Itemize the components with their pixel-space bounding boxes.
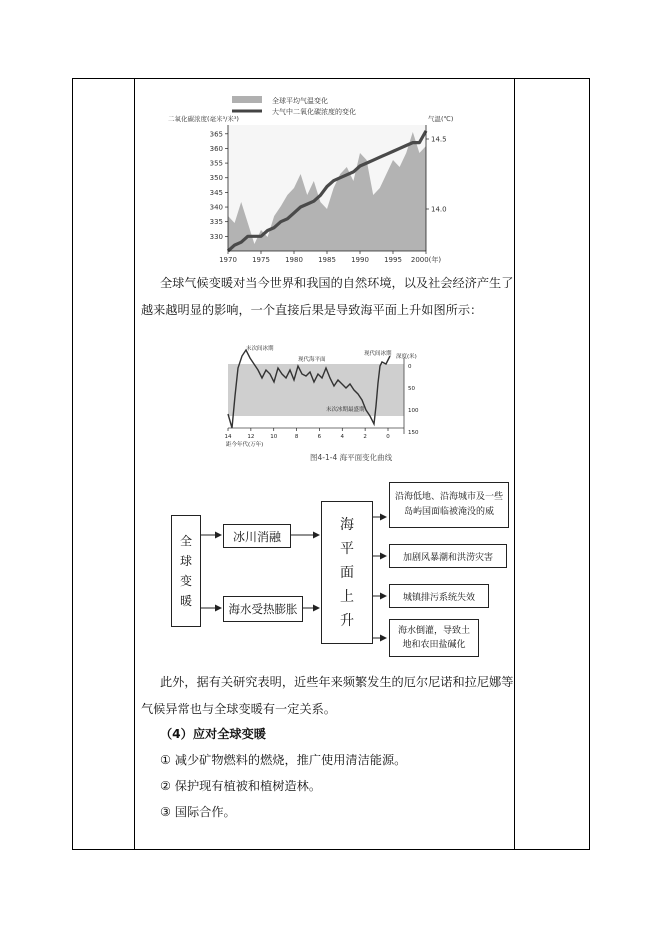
sea-level-rise-char: 海 [340, 516, 354, 533]
sea-x-tick-label: 14 [224, 434, 232, 440]
y-tick-label-left: 340 [209, 203, 223, 212]
paragraph-2-line-2: 气候异常也与全球变暖有一定关系。 [141, 702, 336, 716]
sea-level-rise-char: 上 [340, 588, 354, 605]
measure-item-1: ① 减少矿物燃料的燃烧，推广使用清洁能源。 [160, 753, 407, 767]
label-glacial-maximum: 末次冰期最盛期 [326, 407, 365, 413]
x-tick-label: 1995 [384, 256, 402, 264]
sea-level-rise-box [321, 501, 373, 644]
sea-y-tick-label: 100 [408, 408, 419, 414]
sea-level-rise-char: 升 [340, 612, 354, 629]
y-tick-label-left: 350 [209, 174, 223, 183]
effect-storm-surge: 加剧风暴潮和洪涝灾害 [389, 544, 507, 568]
global-warming-char: 球 [179, 554, 192, 568]
legend-co2-label: 大气中二氧化碳浓度的变化 [272, 108, 356, 116]
effect-sewage-failure: 城镇排污系统失效 [389, 584, 489, 608]
sea-heat-expansion-box: 海水受热膨胀 [223, 596, 303, 622]
sea-level-caption: 图4-1-4 海平面变化曲线 [310, 453, 393, 462]
y-tick-label-right: 14.5 [431, 135, 447, 144]
paragraph-1-line-1: 全球气候变暖对当今世界和我国的自然环境，以及社会经济产生了 [160, 276, 514, 290]
measure-item-2: ② 保护现有植被和植树造林。 [160, 779, 322, 793]
label-modern-interglacial: 现代间冰期 [364, 351, 392, 357]
sea-x-tick-label: 10 [270, 434, 278, 440]
label-last-interglacial: 末次间冰期 [246, 346, 274, 352]
label-modern-sea-level: 现代海平面 [298, 357, 326, 363]
y-tick-label-left: 335 [209, 218, 223, 227]
y-tick-label-left: 345 [209, 188, 223, 197]
sea-x-tick-label: 2 [363, 434, 367, 440]
y-tick-label-right: 14.0 [431, 205, 447, 214]
sea-x-tick-label: 12 [247, 434, 255, 440]
x-tick-label: 1990 [351, 256, 369, 264]
y-tick-label-left: 365 [209, 130, 223, 139]
legend-temp-swatch [232, 96, 262, 103]
x-tick-label: 1975 [252, 256, 270, 264]
y-axis-left-label: 二氧化碳浓度(毫米³/米³) [168, 115, 239, 123]
sea-y-tick-label: 50 [408, 386, 415, 392]
paragraph-2-line-1: 此外，据有关研究表明，近些年来频繁发生的厄尔尼诺和拉尼娜等 [160, 675, 514, 689]
sea-level-rise-char: 面 [340, 564, 354, 581]
y-axis-right-label: 气温(℃) [428, 115, 454, 123]
global-warming-box [171, 515, 201, 627]
x-tick-label: 1985 [318, 256, 336, 264]
effect-salinization: 海水倒灌，导致土地和农田盐碱化 [389, 619, 479, 657]
legend-temp-label: 全球平均气温变化 [272, 97, 328, 105]
label-x-axis: 距今年代(万年) [226, 442, 264, 448]
table-right-column-divider [514, 79, 515, 849]
sea-y-tick-label: 150 [408, 430, 419, 436]
sea-x-tick-label: 8 [294, 434, 299, 440]
paragraph-1-line-2: 越来越明显的影响，一个直接后果是导致海平面上升如图所示： [141, 303, 483, 317]
section-heading: （4）应对全球变暖 [160, 727, 266, 741]
sea-x-tick-label: 0 [386, 434, 390, 440]
ice-melt-box: 冰川消融 [223, 524, 291, 548]
effect-coastal-flooding: 沿海低地、沿海城市及一些岛屿国面临被淹没的威 [389, 482, 509, 528]
x-tick-label: 1970 [219, 256, 237, 264]
global-warming-char: 全 [179, 534, 192, 548]
sea-y-tick-label: 0 [408, 364, 412, 370]
y-tick-label-left: 330 [209, 232, 223, 241]
sea-x-tick-label: 4 [340, 434, 345, 440]
sea-x-tick-label: 6 [317, 434, 322, 440]
label-depth: 深度(米) [396, 354, 417, 360]
cause-effect-diagram [165, 480, 515, 656]
global-warming-char: 变 [179, 574, 192, 588]
x-tick-label: 2000(年) [410, 256, 442, 264]
y-tick-label-left: 355 [209, 159, 223, 168]
table-left-column-divider [134, 79, 135, 849]
global-warming-char: 暖 [179, 594, 192, 608]
y-tick-label-left: 360 [209, 144, 223, 153]
measure-item-3: ③ 国际合作。 [160, 805, 236, 819]
x-tick-label: 1980 [285, 256, 303, 264]
sea-level-rise-char: 平 [340, 540, 354, 557]
sea-level-chart [220, 338, 440, 468]
co2-temperature-chart [160, 90, 460, 265]
